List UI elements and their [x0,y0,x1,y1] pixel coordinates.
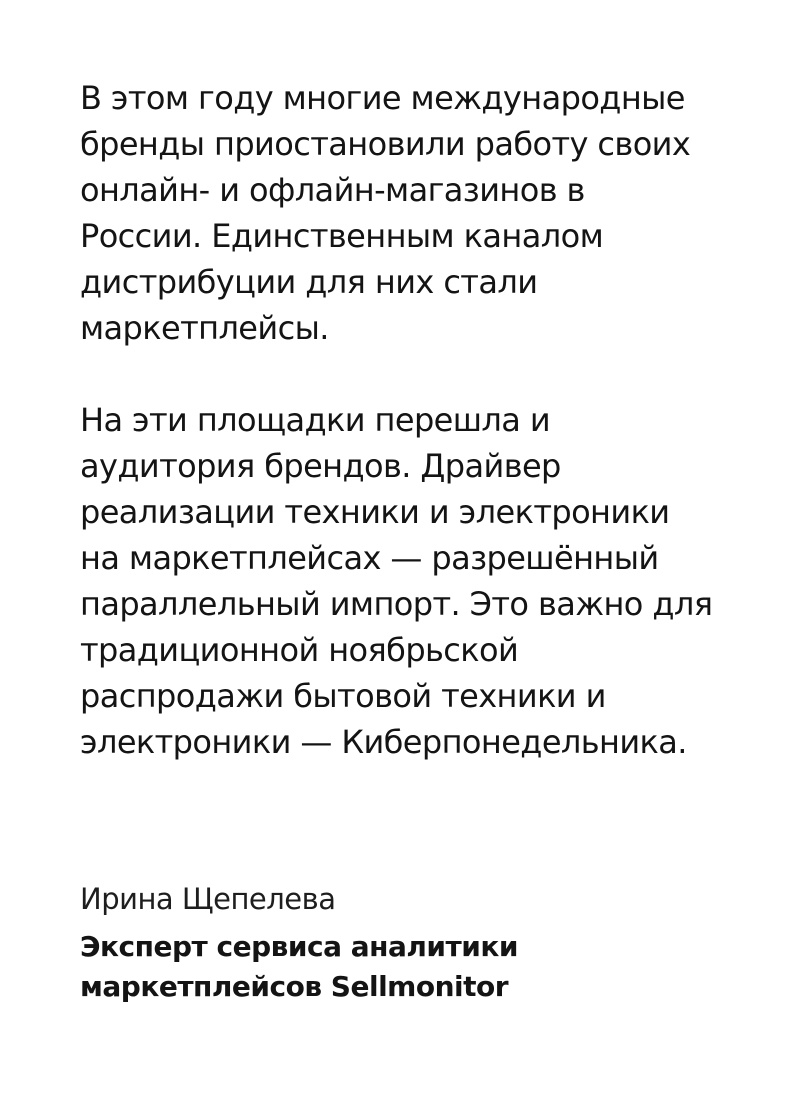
quote-line: электроники — Киберпонедельника. [80,723,687,761]
author-name: Ирина Щепелева [80,882,336,916]
quote-line: реализации техники и электроники [80,493,670,531]
quote-line: дистрибуции для них стали [80,263,538,301]
author-role-line: маркетплейсов Sellmonitor [80,970,509,1003]
quote-line: распродажи бытовой техники и [80,677,606,715]
quote-text [80,75,740,765]
quote-paragraph-2 [80,397,740,765]
paragraph-spacer [80,351,740,397]
quote-line: России. Единственным каналом [80,217,604,255]
quote-line: В этом году многие международные [80,79,685,117]
quote-line: параллельный импорт. Это важно для [80,585,713,623]
quote-line: на маркетплейсах — разрешённый [80,539,659,577]
quote-line: маркетплейсы. [80,309,329,347]
author-role [80,927,740,1007]
quote-line: традиционной ноябрьской [80,631,519,669]
quote-line: бренды приостановили работу своих [80,125,691,163]
quote-line: онлайн- и офлайн-магазинов в [80,171,585,209]
quote-line: аудитория брендов. Драйвер [80,447,561,485]
author-block [80,877,740,1007]
author-role-line: Эксперт сервиса аналитики [80,930,518,963]
quote-line: На эти площадки перешла и [80,401,551,439]
quote-paragraph-1 [80,75,740,351]
